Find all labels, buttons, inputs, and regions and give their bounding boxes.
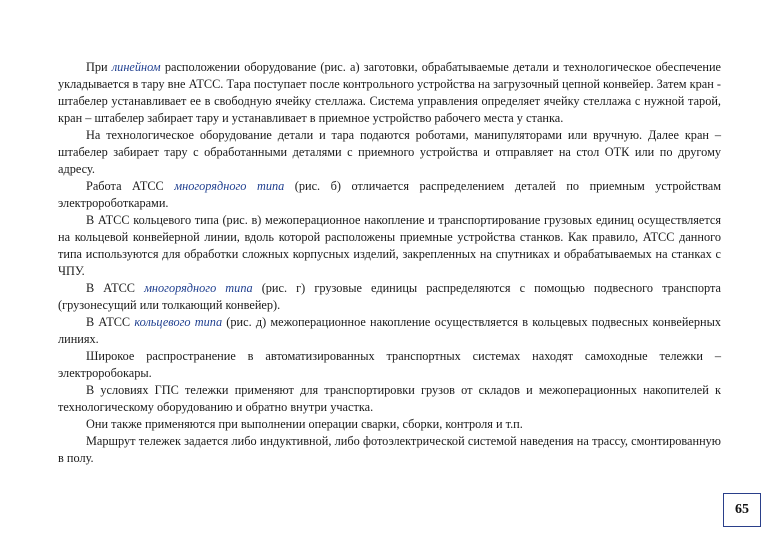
paragraph [58, 416, 721, 433]
paragraph [58, 314, 721, 348]
text-run: (рис. д) межоперационное накопление осуществляется в кольцевых подвесных конвейерных линиях. [58, 315, 722, 346]
paragraph [58, 280, 721, 314]
text-run: В АТСС [86, 281, 145, 295]
text-run: В условиях ГПС тележки применяют для транспортировки грузов от складов и межоперационных накопителей к технологическому оборудованию и обратно внутри участка. [58, 383, 721, 414]
body-text [58, 59, 721, 467]
text-run: В АТСС кольцевого типа (рис. в) межоперационное накопление и транспортирование грузовых единиц осуществляется на кольцевой конвейерной линии, вдоль которой расположены приемные устройства станков. Как правило, АТСС данного типа используются для обработки сложных корпусных изделий, закрепленных на спутниках и обрабатываемых на станках с ЧПУ. [58, 213, 721, 278]
text-run: расположении оборудование (рис. а) заготовки, обрабатываемые детали и технологическое обеспечение укладывается в тару вне АТСС. Тара поступает после контрольного устройства на загрузочный цепной конвейер. Затем кран - штабелер устанавливает ее в свободную ячейку стеллажа. Система управления определяет ячейку стеллажа с нужной тарой, кран – штабелер забирает тару и устанавливает в приемное устройство рабочего места у станка. [58, 60, 721, 125]
text-run: На технологическое оборудование детали и тара подаются роботами, манипуляторами или вручную. Далее кран – штабелер забирает тару с обработанными деталями с приемного устройства и отправляет на стол ОТК или по другому адресу. [58, 128, 721, 176]
text-run: Маршрут тележек задается либо индуктивной, либо фотоэлектрической системой наведения на трассу, смонтированную в полу. [58, 434, 721, 465]
page-number: 65 [723, 493, 761, 527]
text-run: Широкое распространение в автоматизированных транспортных системах находят самоходные тележки – электроробокары. [58, 349, 721, 380]
emphasized-term: кольцевого типа [134, 315, 223, 329]
text-run: (рис. б) отличается распределением деталей по приемным устройствам электророботкарами. [58, 179, 721, 210]
paragraph [58, 127, 721, 178]
paragraph [58, 178, 721, 212]
emphasized-term: многорядного типа [174, 179, 285, 193]
text-run: При [86, 60, 112, 74]
paragraph [58, 212, 721, 280]
emphasized-term: линейном [111, 60, 161, 74]
emphasized-term: многорядного типа [144, 281, 253, 295]
paragraph [58, 382, 721, 416]
text-run: Они также применяются при выполнении операции сварки, сборки, контроля и т.п. [86, 417, 523, 431]
paragraph [58, 433, 721, 467]
text-run: (рис. г) грузовые единицы распределяются с помощью подвесного транспорта (грузонесущий или толкающий конвейер). [58, 281, 721, 312]
text-run: В АТСС [86, 315, 135, 329]
paragraph [58, 348, 721, 382]
text-run: Работа АТСС [86, 179, 175, 193]
paragraph [58, 59, 721, 127]
